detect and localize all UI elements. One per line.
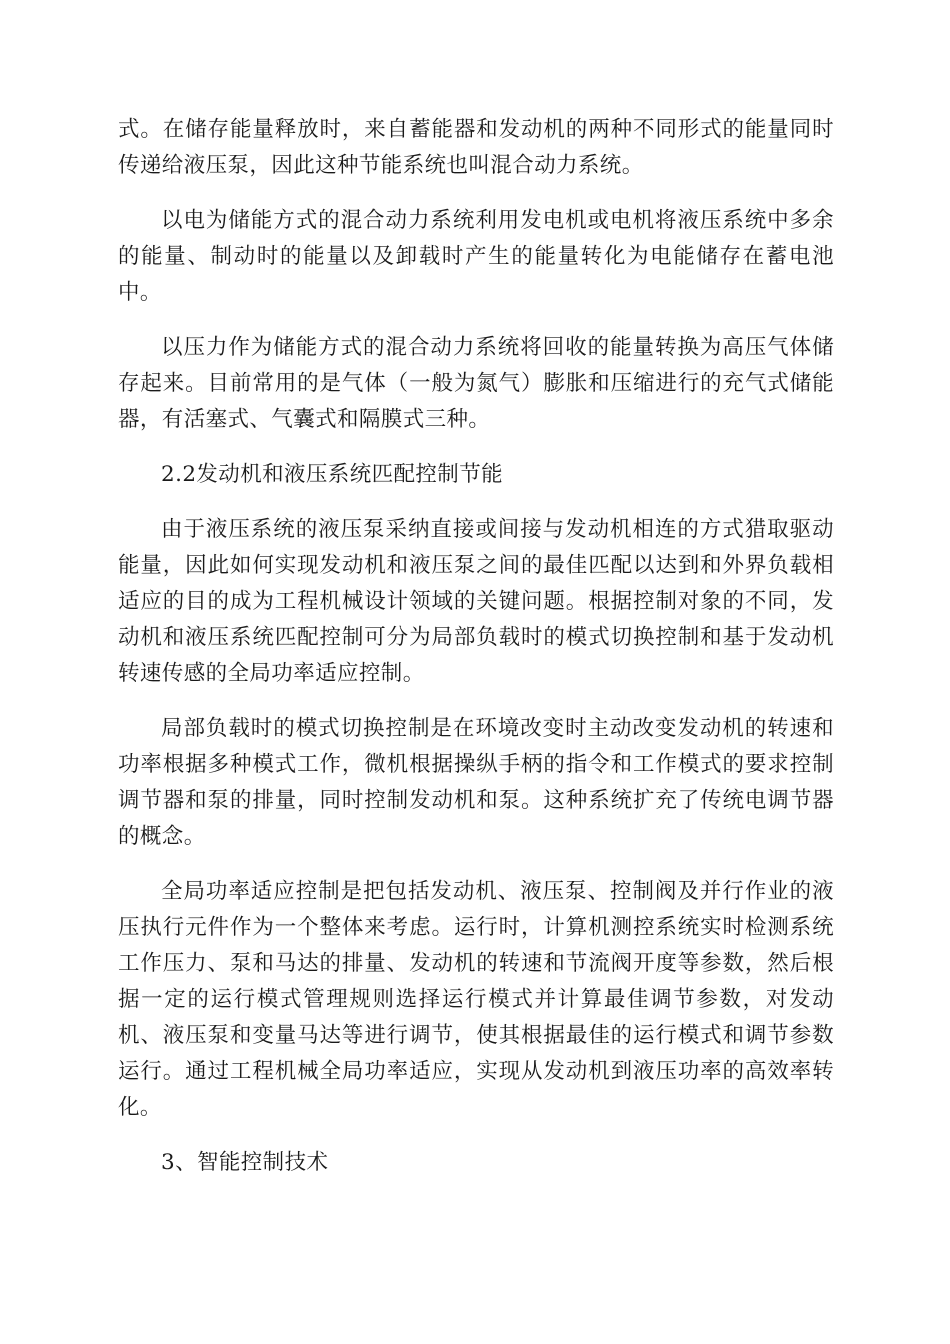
paragraph-pressure-storage: 以压力作为储能方式的混合动力系统将回收的能量转换为高压气体储存起来。目前常用的是气体（一般为氮气）膨胀和压缩进行的充气式储能器，有活塞式、气囊式和隔膜式三种。 [118, 335, 834, 432]
section-heading-3: 3、智能控制技术 [161, 1150, 329, 1175]
paragraph-mode-switch-control: 局部负载时的模式切换控制是在环境改变时主动改变发动机的转速和功率根据多种模式工作，微机根据操纵手柄的指令和工作模式的要求控制调节器和泵的排量，同时控制发动机和泵。这种系统扩充了传统电调节器的概念。 [118, 716, 834, 849]
paragraph-electric-storage: 以电为储能方式的混合动力系统利用发电机或电机将液压系统中多余的能量、制动时的能量以及卸载时产生的能量转化为电能储存在蓄电池中。 [118, 208, 834, 305]
paragraph-global-power-control: 全局功率适应控制是把包括发动机、液压泵、控制阀及并行作业的液压执行元件作为一个整体来考虑。运行时，计算机测控系统实时检测系统工作压力、泵和马达的排量、发动机的转速和节流阀开度等参数，然后根据一定的运行模式管理规则选择运行模式并计算最佳调节参数，对发动机、液压泵和变量马达等进行调节，使其根据最佳的运行模式和调节参数运行。通过工程机械全局功率适应，实现从发动机到液压功率的高效率转化。 [118, 879, 834, 1120]
section-heading-2-2: 2.2发动机和液压系统匹配控制节能 [161, 462, 503, 487]
paragraph-matching-control: 由于液压系统的液压泵采纳直接或间接与发动机相连的方式猎取驱动能量，因此如何实现发动机和液压泵之间的最佳匹配以达到和外界负载相适应的目的成为工程机械设计领域的关键问题。根据控制对象的不同，发动机和液压系统匹配控制可分为局部负载时的模式切换控制和基于发动机转速传感的全局功率适应控制。 [118, 517, 834, 686]
paragraph-continuation: 式。在储存能量释放时，来自蓄能器和发动机的两种不同形式的能量同时传递给液压泵，因此这种节能系统也叫混合动力系统。 [118, 117, 834, 178]
document-page [118, 112, 834, 1200]
